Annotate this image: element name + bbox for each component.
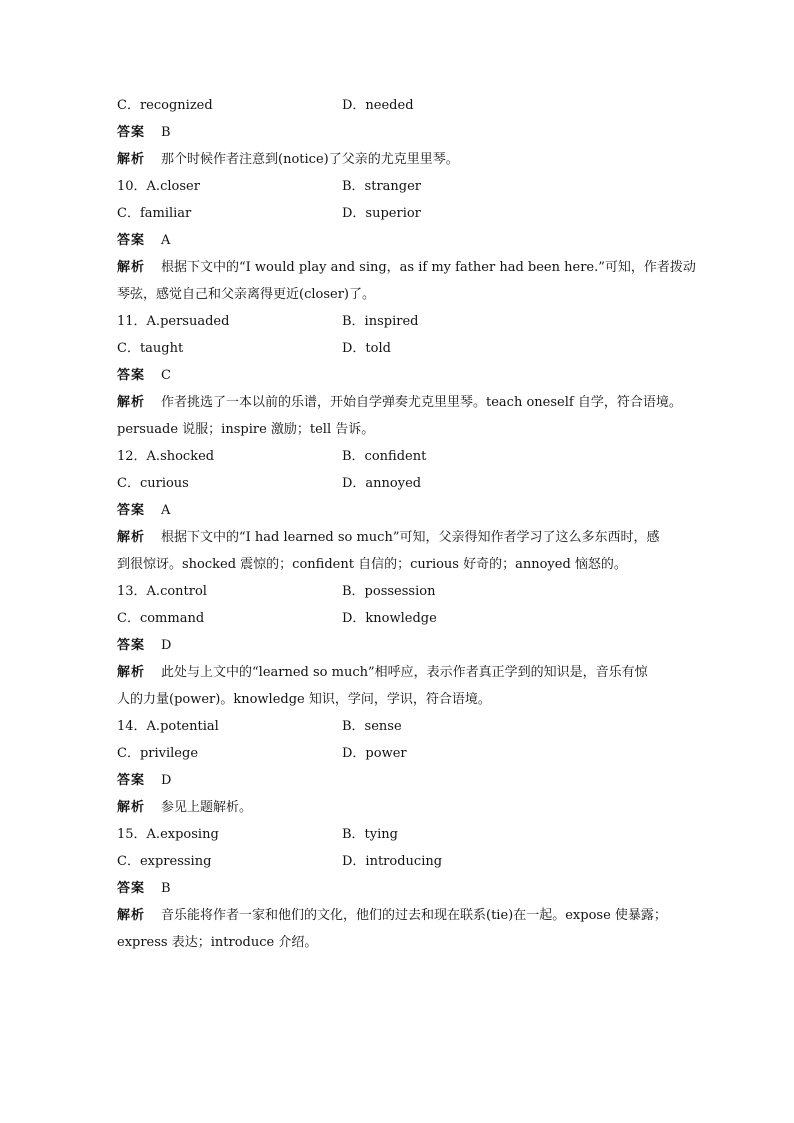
analysis-line: [117, 686, 682, 713]
answer-row: [117, 119, 682, 146]
analysis-label: 解析: [117, 395, 146, 410]
answer-row: [117, 767, 682, 794]
analysis-line: [117, 254, 696, 281]
answer-label: 答案: [117, 881, 146, 896]
answer-label: 答案: [117, 638, 146, 653]
option-text: B．possession: [342, 584, 436, 599]
options-row: [117, 470, 682, 497]
analysis-text: 此处与上文中的“learned so much”相呼应，表示作者真正学到的知识是，音乐有惊: [161, 665, 648, 680]
option-text: C．expressing: [117, 854, 212, 869]
options-row: [117, 443, 682, 470]
option-text: 12．A.shocked: [117, 449, 215, 464]
analysis-label: 解析: [117, 152, 146, 167]
options-row: [117, 713, 682, 740]
answer-value: D: [161, 773, 172, 788]
option-text: C．privilege: [117, 746, 199, 761]
option-text: C．recognized: [117, 98, 213, 113]
options-row: [117, 605, 682, 632]
option-text: 10．A.closer: [117, 179, 200, 194]
analysis-label: 解析: [117, 908, 146, 923]
option-text: B．inspired: [342, 314, 419, 329]
answer-value: D: [161, 638, 172, 653]
analysis-text: express 表达；introduce 介绍。: [117, 935, 318, 950]
answer-row: [117, 362, 682, 389]
analysis-line: [117, 902, 682, 929]
options-row: [117, 821, 682, 848]
option-text: 11．A.persuaded: [117, 314, 230, 329]
answer-label: 答案: [117, 233, 146, 248]
options-row: [117, 173, 682, 200]
options-row: [117, 92, 682, 119]
option-text: B．stranger: [342, 179, 422, 194]
analysis-text: 根据下文中的“I would play and sing，as if my father had been here.”可知，作者拨动: [161, 260, 696, 275]
answer-value: B: [161, 881, 171, 896]
answer-value: A: [161, 503, 171, 518]
option-text: B．sense: [342, 719, 402, 734]
option-text: D．superior: [342, 206, 421, 221]
option-text: C．familiar: [117, 206, 192, 221]
analysis-text: 参见上题解析。: [161, 800, 253, 815]
answer-value: C: [161, 368, 171, 383]
analysis-label: 解析: [117, 260, 146, 275]
answer-row: [117, 497, 682, 524]
analysis-label: 解析: [117, 800, 146, 815]
option-text: B．tying: [342, 827, 398, 842]
option-text: C．taught: [117, 341, 184, 356]
options-row: [117, 578, 682, 605]
answer-label: 答案: [117, 773, 146, 788]
analysis-label: 解析: [117, 665, 146, 680]
option-text: D．told: [342, 341, 391, 356]
analysis-label: 解析: [117, 530, 146, 545]
option-text: D．introducing: [342, 854, 443, 869]
analysis-text: 琴弦，感觉自己和父亲离得更近(closer)了。: [117, 287, 375, 302]
option-text: D．annoyed: [342, 476, 422, 491]
analysis-text: 人的力量(power)。knowledge 知识，学问，学识，符合语境。: [117, 692, 491, 707]
analysis-line: [117, 146, 682, 173]
options-row: [117, 200, 682, 227]
option-text: D．needed: [342, 98, 414, 113]
answer-value: A: [161, 233, 171, 248]
answer-label: 答案: [117, 125, 146, 140]
answer-row: [117, 227, 682, 254]
answer-value: B: [161, 125, 171, 140]
option-text: 14．A.potential: [117, 719, 219, 734]
analysis-line: [117, 659, 682, 686]
analysis-text: 音乐能将作者一家和他们的文化，他们的过去和现在联系(tie)在一起。expose 使暴露；: [161, 908, 667, 923]
analysis-line: [117, 551, 682, 578]
analysis-line: [117, 281, 682, 308]
option-text: 13．A.control: [117, 584, 207, 599]
analysis-line: [117, 524, 682, 551]
option-text: D．power: [342, 746, 407, 761]
answer-row: [117, 632, 682, 659]
options-row: [117, 308, 682, 335]
option-text: B．confident: [342, 449, 427, 464]
answer-label: 答案: [117, 368, 146, 383]
analysis-text: persuade 说服；inspire 激励；tell 告诉。: [117, 422, 375, 437]
options-row: [117, 335, 682, 362]
analysis-line: [117, 416, 682, 443]
analysis-line: [117, 794, 682, 821]
answer-row: [117, 875, 682, 902]
analysis-text: 根据下文中的“I had learned so much”可知，父亲得知作者学习了这么多东西时，感: [161, 530, 660, 545]
option-text: C．command: [117, 611, 205, 626]
analysis-line: [117, 389, 682, 416]
option-text: 15．A.exposing: [117, 827, 219, 842]
analysis-text: 那个时候作者注意到(notice)了父亲的尤克里里琴。: [161, 152, 459, 167]
answer-label: 答案: [117, 503, 146, 518]
document-page: [117, 92, 696, 956]
option-text: D．knowledge: [342, 611, 437, 626]
option-text: C．curious: [117, 476, 189, 491]
analysis-line: [117, 929, 682, 956]
options-row: [117, 740, 682, 767]
analysis-text: 到很惊讶。shocked 震惊的；confident 自信的；curious 好奇的；annoyed 恼怒的。: [117, 557, 627, 572]
analysis-text: 作者挑选了一本以前的乐谱，开始自学弹奏尤克里里琴。teach oneself 自学，符合语境。: [161, 395, 682, 410]
options-row: [117, 848, 682, 875]
